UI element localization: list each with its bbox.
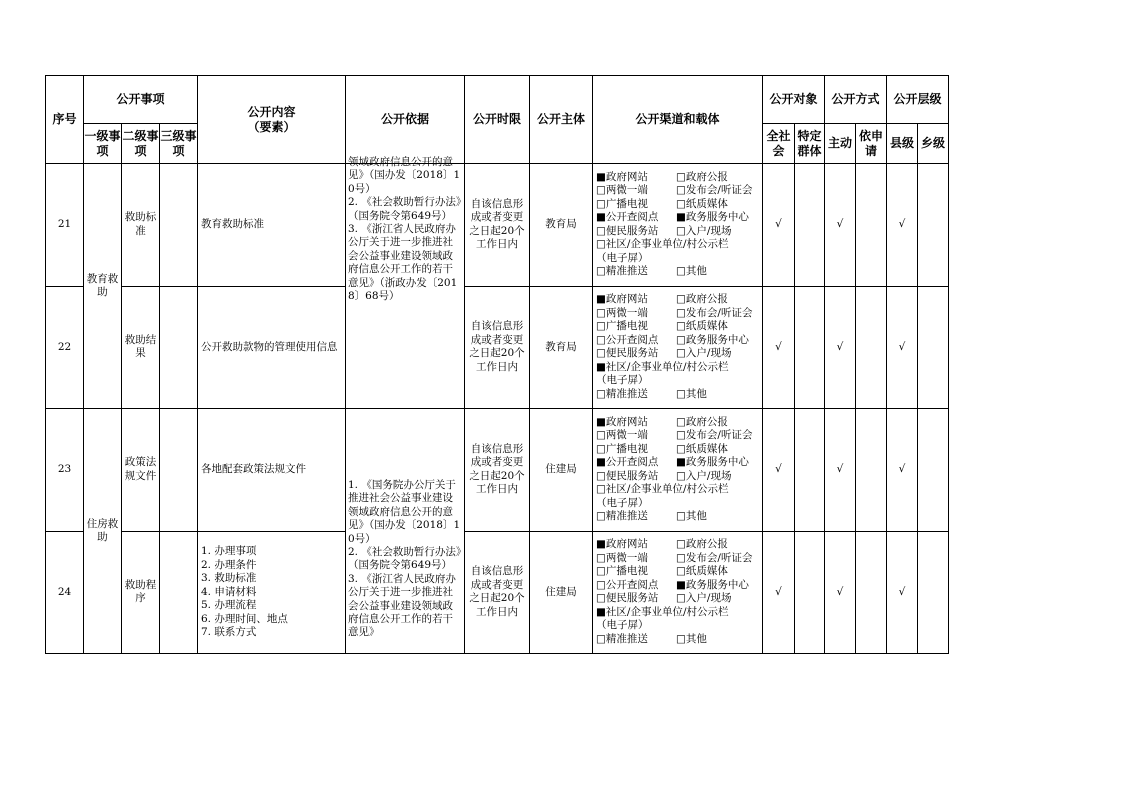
channel-item: □发布会/听证会 [676, 306, 753, 319]
channel-item: □便民服务站 [596, 592, 659, 605]
channel-item: □发布会/听证会 [676, 429, 753, 442]
header-level3: 三级事项 [160, 124, 198, 164]
row-channels [593, 164, 763, 287]
channel-item: ■公开查阅点 [596, 211, 659, 224]
channel-line [596, 265, 762, 279]
channel-item: □便民服务站 [596, 469, 659, 482]
channel-item: □公开查阅点 [596, 578, 659, 591]
channel-item: □纸质媒体 [676, 320, 728, 333]
channel-item: □政府公报 [676, 415, 728, 428]
row-target-specific [795, 531, 825, 654]
channel-item: ■政务服务中心 [676, 211, 749, 224]
channel-item: □发布会/听证会 [676, 551, 753, 564]
channel-item: ■政务服务中心 [676, 578, 749, 591]
channel-line [596, 579, 762, 593]
row-target-specific [795, 286, 825, 409]
header-level-town: 乡级 [918, 124, 949, 164]
row-method-request [856, 164, 887, 287]
row-level3 [160, 164, 198, 287]
row-level3 [160, 286, 198, 409]
channel-line [596, 334, 762, 348]
channel-line [596, 456, 762, 470]
row-level-town [918, 286, 949, 409]
row-method-active: √ [825, 409, 856, 532]
channel-item: □精准推送 [596, 510, 648, 523]
row-target-specific [795, 409, 825, 532]
channel-line [596, 293, 762, 307]
channel-item: □便民服务站 [596, 347, 659, 360]
header-level2: 二级事项 [122, 124, 160, 164]
channel-item: ■社区/企事业单位/村公示栏 [596, 605, 729, 618]
row-level-town [918, 531, 949, 654]
channel-line [596, 443, 762, 457]
channel-item: □广播电视 [596, 197, 648, 210]
row-channels [593, 531, 763, 654]
row-target-all: √ [763, 164, 795, 287]
header-target-group: 公开对象 [763, 76, 825, 124]
row-level-county: √ [887, 409, 918, 532]
row-content: 1. 办理事项 2. 办理条件 3. 救助标准 4. 申请材料 5. 办理流程 6. 办理时间、地点 7. 联系方式 [198, 531, 346, 654]
channel-item: ■政务服务中心 [676, 456, 749, 469]
header-method-group: 公开方式 [825, 76, 887, 124]
row-level2: 救助标准 [122, 164, 160, 287]
channel-item: □广播电视 [596, 442, 648, 455]
channel-item: □其他 [676, 387, 707, 400]
channel-line [596, 184, 762, 198]
row-method-active: √ [825, 531, 856, 654]
channel-item: □两微一端 [596, 184, 648, 197]
row-target-specific [795, 164, 825, 287]
channel-item: □社区/企事业单位/村公示栏 [596, 238, 729, 251]
channel-item: ■公开查阅点 [596, 456, 659, 469]
channel-line [596, 374, 762, 388]
channel-item: □纸质媒体 [676, 565, 728, 578]
channel-item: □便民服务站 [596, 224, 659, 237]
row-time-limit: 自该信息形成或者变更之日起20个工作日内 [465, 164, 530, 287]
header-target-all: 全社会 [763, 124, 795, 164]
channel-line [596, 510, 762, 524]
channel-item: □入户/现场 [676, 224, 732, 237]
row-level2: 救助结果 [122, 286, 160, 409]
header-level-group: 公开层级 [887, 76, 949, 124]
channel-line [596, 171, 762, 185]
row-level1: 住房救助 [84, 409, 122, 654]
header-level1: 一级事项 [84, 124, 122, 164]
channel-line [596, 606, 762, 620]
row-time-limit: 自该信息形成或者变更之日起20个工作日内 [465, 531, 530, 654]
row-time-limit: 自该信息形成或者变更之日起20个工作日内 [465, 286, 530, 409]
channel-item: ■政府网站 [596, 293, 648, 306]
row-level2: 救助程序 [122, 531, 160, 654]
row-method-request [856, 286, 887, 409]
channel-line [596, 307, 762, 321]
row-basis [346, 156, 465, 409]
channel-item: □社区/企事业单位/村公示栏 [596, 483, 729, 496]
row-level1: 教育救助 [84, 164, 122, 409]
channel-line [596, 238, 762, 252]
channel-line [596, 361, 762, 375]
row-seq: 24 [46, 531, 84, 654]
channel-line [596, 429, 762, 443]
row-time-limit: 自该信息形成或者变更之日起20个工作日内 [465, 409, 530, 532]
channel-item: □政府公报 [676, 538, 728, 551]
header-time-limit: 公开时限 [465, 76, 530, 164]
header-level-county: 县级 [887, 124, 918, 164]
row-subject: 教育局 [530, 286, 593, 409]
row-level-town [918, 409, 949, 532]
row-level-town [918, 164, 949, 287]
channel-item: （电子屏） [596, 374, 649, 387]
channel-line [596, 619, 762, 633]
table-row [46, 409, 949, 532]
row-content: 教育救助标准 [198, 164, 346, 287]
row-seq: 23 [46, 409, 84, 532]
row-channels [593, 286, 763, 409]
channel-item: □广播电视 [596, 565, 648, 578]
channel-item: □纸质媒体 [676, 197, 728, 210]
row-seq: 21 [46, 164, 84, 287]
table-row [46, 531, 949, 654]
header-seq: 序号 [46, 76, 84, 164]
channel-item: □两微一端 [596, 551, 648, 564]
channel-item: □政府公报 [676, 293, 728, 306]
basis-text: 1. 《国务院办公厅关于推进社会公益事业建设领域政府信息公开的意见》（国办发〔2018〕10号） 2. 《社会救助暂行办法》（国务院令第649号） 3. 《浙江省人民政府办公厅关于进一步推进社会公益事业建设领域政府信息公开工作的若干意见》 [348, 479, 462, 639]
channel-line [596, 225, 762, 239]
channel-line [596, 347, 762, 361]
channel-item: □发布会/听证会 [676, 184, 753, 197]
row-method-active: √ [825, 286, 856, 409]
channel-item: □入户/现场 [676, 347, 732, 360]
row-level-county: √ [887, 164, 918, 287]
header-items-group: 公开事项 [84, 76, 198, 124]
row-channels [593, 409, 763, 532]
row-method-active: √ [825, 164, 856, 287]
row-target-all: √ [763, 531, 795, 654]
header-target-specific: 特定群体 [795, 124, 825, 164]
row-subject: 住建局 [530, 409, 593, 532]
header-subject: 公开主体 [530, 76, 593, 164]
channel-line [596, 211, 762, 225]
row-method-request [856, 409, 887, 532]
table-row [46, 286, 949, 409]
channel-item: ■政府网站 [596, 415, 648, 428]
row-target-all: √ [763, 409, 795, 532]
row-subject: 教育局 [530, 164, 593, 287]
channel-item: （电子屏） [596, 251, 649, 264]
channel-item: □其他 [676, 510, 707, 523]
disclosure-table [45, 75, 949, 654]
channel-item: ■社区/企事业单位/村公示栏 [596, 360, 729, 373]
channel-item: □政务服务中心 [676, 333, 749, 346]
header-method-request: 依申请 [856, 124, 887, 164]
row-content: 各地配套政策法规文件 [198, 409, 346, 532]
channel-item: □两微一端 [596, 306, 648, 319]
header-content: 公开内容 （要素） [198, 76, 346, 164]
row-subject: 住建局 [530, 531, 593, 654]
row-level3 [160, 531, 198, 654]
row-level-county: √ [887, 286, 918, 409]
channel-item: □公开查阅点 [596, 333, 659, 346]
channel-line [596, 470, 762, 484]
row-level2: 政策法规文件 [122, 409, 160, 532]
header-method-active: 主动 [825, 124, 856, 164]
channel-item: （电子屏） [596, 496, 649, 509]
channel-item: □入户/现场 [676, 469, 732, 482]
channel-item: □其他 [676, 265, 707, 278]
row-content: 公开救助款物的管理使用信息 [198, 286, 346, 409]
channel-line [596, 592, 762, 606]
header-basis: 公开依据 [346, 76, 465, 164]
channel-item: □广播电视 [596, 320, 648, 333]
header-channels: 公开渠道和载体 [593, 76, 763, 164]
channel-item: ■政府网站 [596, 538, 648, 551]
channel-item: □纸质媒体 [676, 442, 728, 455]
row-seq: 22 [46, 286, 84, 409]
channel-item: ■政府网站 [596, 170, 648, 183]
channel-item: （电子屏） [596, 619, 649, 632]
row-level3 [160, 409, 198, 532]
channel-item: □精准推送 [596, 387, 648, 400]
channel-item: □两微一端 [596, 429, 648, 442]
table-row [46, 164, 949, 287]
row-method-request [856, 531, 887, 654]
channel-line [596, 388, 762, 402]
channel-line [596, 538, 762, 552]
row-target-all: √ [763, 286, 795, 409]
channel-item: □其他 [676, 632, 707, 645]
channel-item: □精准推送 [596, 265, 648, 278]
channel-line [596, 552, 762, 566]
row-level-county: √ [887, 531, 918, 654]
channel-line [596, 416, 762, 430]
channel-line [596, 565, 762, 579]
channel-line [596, 252, 762, 266]
channel-item: □政府公报 [676, 170, 728, 183]
channel-line [596, 198, 762, 212]
channel-line [596, 320, 762, 334]
channel-line [596, 483, 762, 497]
channel-item: □入户/现场 [676, 592, 732, 605]
channel-item: □精准推送 [596, 632, 648, 645]
channel-line [596, 497, 762, 511]
channel-line [596, 633, 762, 647]
basis-text: 领域政府信息公开的意见》（国办发〔2018〕10号） 2. 《社会救助暂行办法》（国务院令第649号） 3. 《浙江省人民政府办公厅关于进一步推进社会公益事业建设领域政府信息公开工作的若干意见》（浙政办发〔2018〕68号） [348, 156, 462, 303]
row-basis [346, 409, 465, 654]
